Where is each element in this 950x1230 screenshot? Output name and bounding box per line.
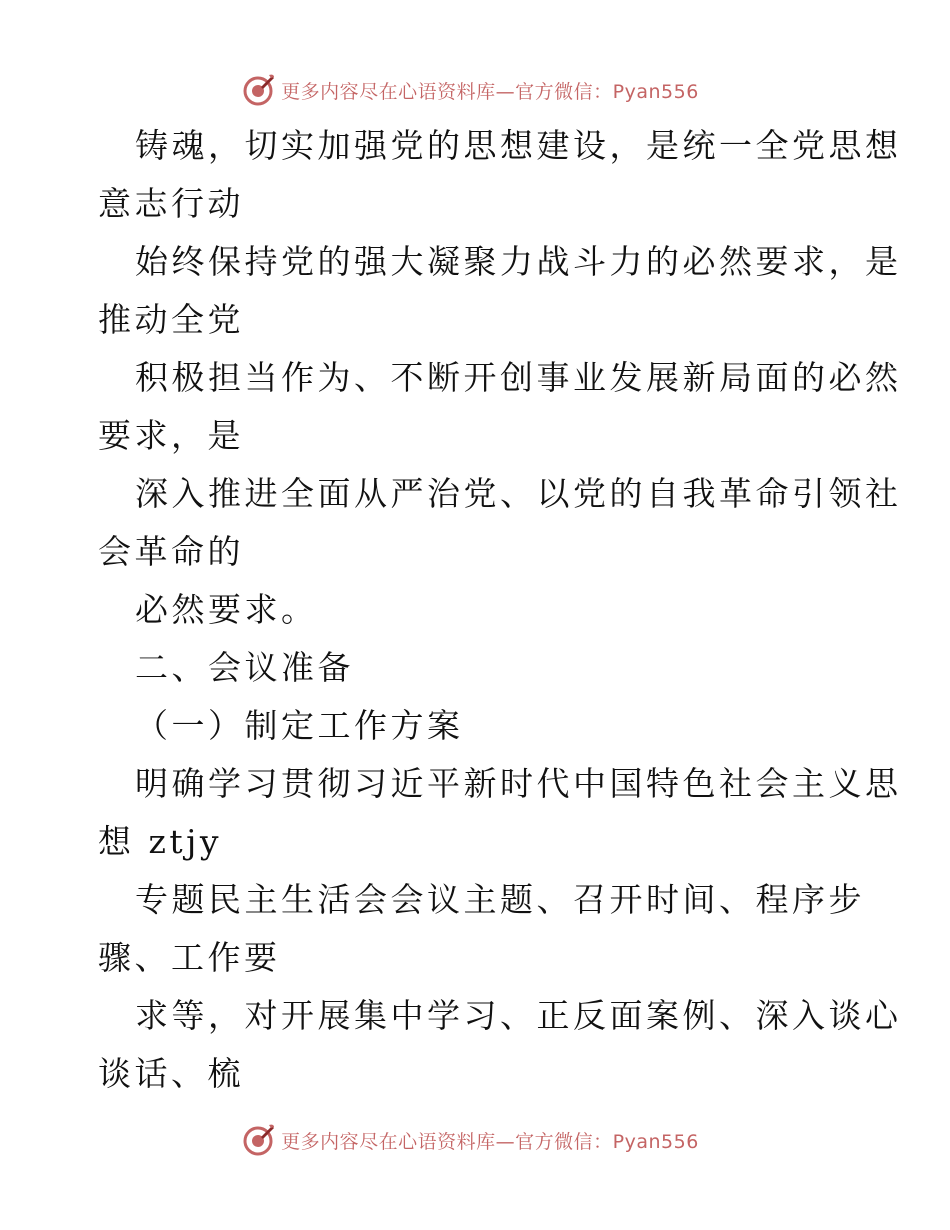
paragraph-line: 铸魂，切实加强党的思想建设，是统一全党思想 (135, 126, 902, 165)
paragraph-line: 专题民主生活会会议主题、召开时间、程序步 (135, 880, 865, 919)
quill-pen-logo-icon (241, 1123, 275, 1157)
paragraph-line: 骤、工作要 (98, 938, 281, 977)
paragraph-line: 深入推进全面从严治党、以党的自我革命引领社 (135, 474, 902, 513)
paragraph-line: 始终保持党的强大凝聚力战斗力的必然要求，是 (135, 242, 902, 281)
paragraph-line: 明确学习贯彻习近平新时代中国特色社会主义思 (135, 764, 902, 803)
paragraph-line: 求等，对开展集中学习、正反面案例、深入谈心 (135, 996, 902, 1035)
watermark-text: 更多内容尽在心语资料库—官方微信：Pyan556 (281, 80, 699, 103)
paragraph-line: 要求，是 (98, 416, 244, 455)
paragraph-line: 想 ztjy (98, 822, 223, 861)
quill-pen-logo-icon (241, 73, 275, 107)
section-heading: 二、会议准备 (135, 648, 354, 687)
subsection-heading: （一）制定工作方案 (135, 706, 464, 745)
paragraph-line: 积极担当作为、不断开创事业发展新局面的必然 (135, 358, 902, 397)
paragraph-line: 谈话、梳 (98, 1054, 244, 1093)
paragraph-line: 意志行动 (98, 184, 244, 223)
paragraph-line: 会革命的 (98, 532, 244, 571)
paragraph-line: 推动全党 (98, 300, 244, 339)
paragraph-line: 必然要求。 (135, 590, 318, 629)
header-watermark-banner (0, 70, 950, 110)
footer-watermark-banner (0, 1120, 950, 1160)
watermark-text: 更多内容尽在心语资料库—官方微信：Pyan556 (281, 1130, 699, 1153)
